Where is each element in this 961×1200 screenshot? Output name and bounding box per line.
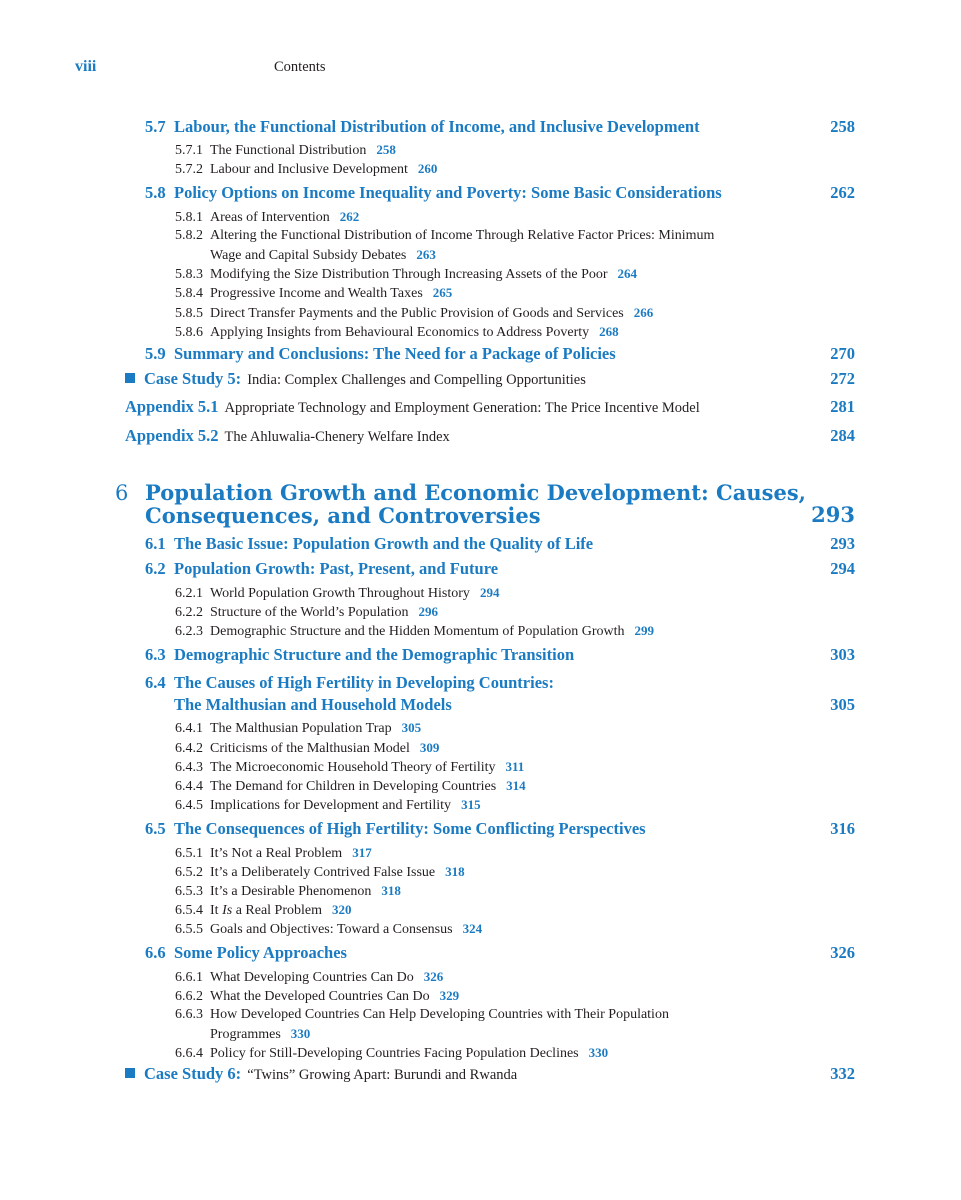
- section-number: 5.7: [145, 117, 166, 136]
- section-number: 6.1: [145, 534, 166, 553]
- toc-subsection-5-8-4[interactable]: [175, 283, 452, 303]
- subsection-title: Implications for Development and Fertility: [210, 798, 452, 813]
- subsection-page: 318: [381, 883, 401, 898]
- subsection-number: 6.4.1: [175, 721, 203, 736]
- section-number: 6.4: [145, 673, 166, 692]
- toc-subsection-6-5-5[interactable]: [175, 919, 482, 939]
- subsection-title: Altering the Functional Distribution of Income Through Relative Factor Prices: Minimum: [210, 228, 715, 243]
- page-folio: viii: [75, 58, 97, 75]
- toc-subsection-6-2-1[interactable]: [175, 583, 499, 603]
- subsection-title: Criticisms of the Malthusian Model: [210, 741, 410, 756]
- section-title: The Basic Issue: Population Growth and the Quality of Life: [174, 534, 594, 553]
- case-study-title: India: Complex Challenges and Compelling Opportunities: [247, 372, 586, 388]
- toc-subsection-6-6-2[interactable]: [175, 986, 459, 1006]
- subsection-title: Direct Transfer Payments and the Public Provision of Goods and Services: [210, 306, 624, 321]
- toc-section-6-3[interactable]: [145, 645, 855, 665]
- section-title: Some Policy Approaches: [174, 943, 347, 962]
- toc-subsection-5-8-3[interactable]: [175, 264, 637, 284]
- subsection-page: 324: [462, 921, 483, 936]
- toc-subsection-6-5-1[interactable]: [175, 843, 372, 863]
- case-study-label: Case Study 6:: [144, 1064, 242, 1083]
- subsection-title: Demographic Structure and the Hidden Momentum of Population Growth: [210, 624, 625, 639]
- appendix-page: 284: [830, 426, 855, 445]
- section-page: 303: [830, 645, 855, 664]
- subsection-number: 6.5.3: [175, 884, 203, 899]
- subsection-number: 6.5.1: [175, 846, 203, 861]
- toc-subsection-6-4-4[interactable]: [175, 776, 526, 796]
- subsection-title-cont: Wage and Capital Subsidy Debates: [210, 248, 407, 263]
- subsection-page: 263: [416, 247, 436, 262]
- section-title: Demographic Structure and the Demographic Transition: [174, 645, 575, 664]
- toc-appendix-5-1[interactable]: [125, 397, 855, 417]
- subsection-number: 5.8.4: [175, 286, 203, 301]
- subsection-title: How Developed Countries Can Help Developing Countries with Their Population: [210, 1007, 669, 1022]
- section-page: 294: [830, 559, 855, 578]
- toc-subsection-6-5-3[interactable]: [175, 881, 401, 901]
- subsection-page: 296: [418, 604, 438, 619]
- chapter-number: 6: [115, 481, 129, 505]
- section-title: Summary and Conclusions: The Need for a Package of Policies: [174, 344, 616, 363]
- section-number: 6.2: [145, 559, 166, 578]
- toc-subsection-6-6-4[interactable]: [175, 1043, 608, 1063]
- toc-section-5-9[interactable]: [145, 344, 855, 364]
- toc-subsection-6-4-5[interactable]: [175, 795, 481, 815]
- subsection-title: The Microeconomic Household Theory of Fertility: [210, 760, 496, 775]
- toc-section-6-4-cont[interactable]: [145, 695, 855, 715]
- toc-subsection-5-8-5[interactable]: [175, 303, 653, 323]
- subsection-title: Policy for Still-Developing Countries Facing Population Declines: [210, 1046, 579, 1061]
- section-title: Population Growth: Past, Present, and Future: [174, 559, 499, 578]
- subsection-page: 265: [432, 285, 453, 300]
- subsection-title: Structure of the World’s Population: [210, 605, 409, 620]
- toc-case-study-5[interactable]: [125, 369, 855, 389]
- subsection-page: 294: [479, 585, 500, 600]
- subsection-page: 314: [506, 778, 526, 793]
- section-page: 270: [830, 344, 855, 363]
- appendix-page: 281: [830, 397, 855, 416]
- section-number: 6.3: [145, 645, 166, 664]
- subsection-title: The Malthusian Population Trap: [210, 721, 392, 736]
- subsection-title: Goals and Objectives: Toward a Consensus: [210, 922, 453, 937]
- section-number: 5.9: [145, 344, 166, 363]
- section-page: 258: [830, 117, 855, 136]
- subsection-number: 6.4.2: [175, 741, 203, 756]
- square-bullet-icon: [125, 1068, 135, 1078]
- subsection-title: It’s a Desirable Phenomenon: [210, 884, 372, 899]
- subsection-number: 5.7.1: [175, 143, 203, 158]
- toc-subsection-6-4-2[interactable]: [175, 738, 439, 758]
- subsection-number: 5.8.1: [175, 210, 203, 225]
- subsection-page: 315: [461, 797, 481, 812]
- subsection-page: 268: [599, 324, 619, 339]
- section-title: Policy Options on Income Inequality and Poverty: Some Basic Considerations: [174, 183, 722, 202]
- subsection-page: 258: [376, 142, 396, 157]
- subsection-title-b: a Real Problem: [235, 903, 322, 918]
- subsection-number: 6.4.3: [175, 760, 203, 775]
- toc-subsection-5-7-1[interactable]: [175, 140, 396, 160]
- subsection-page: 299: [634, 623, 654, 638]
- toc-subsection-6-5-2[interactable]: [175, 862, 465, 882]
- subsection-title: Labour and Inclusive Development: [210, 162, 408, 177]
- subsection-number: 6.2.1: [175, 586, 203, 601]
- subsection-number: 6.4.5: [175, 798, 203, 813]
- appendix-label: Appendix 5.2: [125, 426, 219, 445]
- section-title: The Consequences of High Fertility: Some Conflicting Perspectives: [174, 819, 646, 838]
- subsection-page: 266: [633, 305, 654, 320]
- subsection-page: 264: [617, 266, 638, 281]
- subsection-number: 6.6.3: [175, 1007, 203, 1022]
- subsection-number: 6.6.4: [175, 1046, 203, 1061]
- section-title: The Causes of High Fertility in Developing Countries:: [174, 673, 554, 692]
- subsection-page: 305: [401, 720, 422, 735]
- subsection-number: 5.8.5: [175, 306, 203, 321]
- subsection-page: 326: [423, 969, 444, 984]
- case-study-page: 332: [830, 1064, 855, 1083]
- subsection-title-a: It: [210, 903, 219, 918]
- subsection-page: 311: [505, 759, 525, 774]
- subsection-number: 6.2.2: [175, 605, 203, 620]
- subsection-title: World Population Growth Throughout History: [210, 586, 470, 601]
- toc-subsection-6-6-1[interactable]: [175, 967, 443, 987]
- case-study-title: “Twins” Growing Apart: Burundi and Rwanda: [247, 1067, 518, 1083]
- subsection-page: 309: [419, 740, 440, 755]
- subsection-number: 6.5.5: [175, 922, 203, 937]
- appendix-label: Appendix 5.1: [125, 397, 219, 416]
- subsection-title: It’s Not a Real Problem: [210, 846, 343, 861]
- subsection-title: Modifying the Size Distribution Through Increasing Assets of the Poor: [210, 267, 608, 282]
- section-number: 5.8: [145, 183, 166, 202]
- section-page: 293: [830, 534, 855, 553]
- subsection-page: 318: [445, 864, 465, 879]
- subsection-number: 6.4.4: [175, 779, 203, 794]
- subsection-number: 6.2.3: [175, 624, 203, 639]
- toc-section-5-7[interactable]: [145, 117, 855, 137]
- toc-subsection-5-8-2[interactable]: [175, 226, 714, 265]
- toc-section-6-1[interactable]: [145, 534, 855, 554]
- section-title: Labour, the Functional Distribution of Income, and Inclusive Development: [174, 117, 700, 136]
- running-head: Contents: [274, 59, 326, 75]
- subsection-number: 5.8.6: [175, 325, 203, 340]
- toc-subsection-6-4-3[interactable]: [175, 757, 524, 777]
- toc-case-study-6[interactable]: [125, 1064, 855, 1084]
- subsection-number: 5.8.2: [175, 228, 203, 243]
- subsection-title: It’s a Deliberately Contrived False Issue: [210, 865, 436, 880]
- toc-section-5-8[interactable]: [145, 183, 855, 203]
- section-page: 326: [830, 943, 855, 962]
- toc-subsection-5-8-1[interactable]: [175, 207, 359, 227]
- subsection-page: 262: [339, 209, 360, 224]
- subsection-title-em: Is: [222, 903, 233, 918]
- subsection-title: What the Developed Countries Can Do: [210, 989, 430, 1004]
- subsection-number: 6.6.2: [175, 989, 203, 1004]
- subsection-page: 260: [417, 161, 438, 176]
- toc-subsection-5-8-6[interactable]: [175, 322, 619, 342]
- subsection-page: 330: [588, 1045, 609, 1060]
- subsection-title: The Demand for Children in Developing Countries: [210, 779, 497, 794]
- toc-subsection-6-6-3[interactable]: [175, 1005, 669, 1044]
- subsection-page: 330: [290, 1026, 311, 1041]
- chapter-page: 293: [811, 502, 855, 527]
- subsection-number: 6.6.1: [175, 970, 203, 985]
- subsection-page: 317: [352, 845, 372, 860]
- toc-subsection-6-5-4[interactable]: [175, 900, 352, 920]
- square-bullet-icon: [125, 373, 135, 383]
- subsection-page: 320: [332, 902, 352, 917]
- subsection-number: 6.5.4: [175, 903, 203, 918]
- toc-section-6-2[interactable]: [145, 559, 855, 579]
- subsection-number: 6.5.2: [175, 865, 203, 880]
- section-title-cont: The Malthusian and Household Models: [174, 695, 452, 714]
- toc-appendix-5-2[interactable]: [125, 426, 855, 446]
- subsection-title: Areas of Intervention: [210, 210, 330, 225]
- section-page: 305: [830, 695, 855, 714]
- subsection-title: The Functional Distribution: [210, 143, 367, 158]
- subsection-title: Progressive Income and Wealth Taxes: [210, 286, 423, 301]
- toc-section-6-5[interactable]: [145, 819, 855, 839]
- subsection-title-cont: Programmes: [210, 1027, 281, 1042]
- subsection-number: 5.8.3: [175, 267, 203, 282]
- case-study-page: 272: [830, 369, 855, 388]
- case-study-label: Case Study 5:: [144, 369, 242, 388]
- toc-subsection-6-2-2[interactable]: [175, 602, 438, 622]
- toc-chapter-6[interactable]: [115, 481, 855, 527]
- appendix-title: The Ahluwalia-Chenery Welfare Index: [224, 429, 450, 445]
- subsection-title: What Developing Countries Can Do: [210, 970, 414, 985]
- subsection-number: 5.7.2: [175, 162, 203, 177]
- toc-subsection-6-2-3[interactable]: [175, 621, 654, 641]
- section-number: 6.6: [145, 943, 166, 962]
- toc-subsection-5-7-2[interactable]: [175, 159, 437, 179]
- section-number: 6.5: [145, 819, 166, 838]
- section-page: 316: [830, 819, 855, 838]
- toc-section-6-6[interactable]: [145, 943, 855, 963]
- chapter-title-line2: Consequences, and Controversies: [145, 503, 541, 528]
- toc-subsection-6-4-1[interactable]: [175, 718, 421, 738]
- toc-section-6-4[interactable]: [145, 673, 855, 693]
- appendix-title: Appropriate Technology and Employment Generation: The Price Incentive Model: [224, 400, 700, 416]
- subsection-title: Applying Insights from Behavioural Economics to Address Poverty: [210, 325, 590, 340]
- section-page: 262: [830, 183, 855, 202]
- subsection-page: 329: [439, 988, 460, 1003]
- chapter-title-line1: Population Growth and Economic Development: Causes,: [145, 480, 806, 505]
